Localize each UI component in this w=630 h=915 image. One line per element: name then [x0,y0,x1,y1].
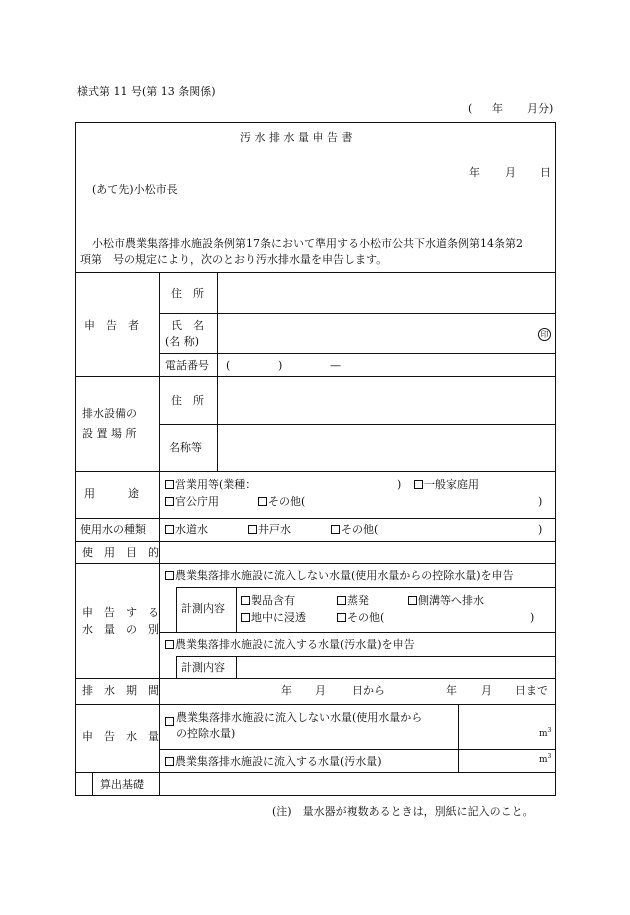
rule [159,313,556,314]
period-month: 月分) [527,102,554,115]
measure-label-b: 計測内容 [181,661,225,674]
period-month-from: 月 [315,684,326,697]
checkbox[interactable] [165,757,174,766]
rule [75,678,556,679]
usage-other: その他( [258,496,305,507]
water-type-tap: 水道水 [165,524,208,535]
checkbox[interactable] [337,613,346,622]
amount-option-a [165,716,175,727]
purpose-label: 使 用 目 的 [82,546,159,559]
period-to: 日まで [515,684,548,697]
checkbox[interactable] [165,571,174,580]
usage-household: 一般家庭用 [414,479,479,490]
amount-option-a-line-2: の控除水量) [176,727,236,740]
measure-evaporation: 蒸発 [337,595,369,606]
rule [75,471,556,472]
checkbox[interactable] [414,480,423,489]
declaration-line-2: 項第 号の規定により，次のとおり汚水排水量を申告します。 [80,253,388,266]
measure-ground: 地中に浸透 [241,612,306,623]
rule [176,587,177,632]
period-year-from: 年 [281,684,292,697]
facility-address-label: 住 所 [171,394,204,407]
usage-government: 官公庁用 [165,496,219,507]
rule [159,704,160,796]
rule [176,656,556,657]
checkbox[interactable] [337,596,346,605]
rule [236,587,237,632]
usage-commercial-close: ) [397,478,402,491]
rule [176,587,556,588]
rule [458,704,459,772]
period-year: 年 [492,102,503,115]
declaration-line-1: 小松市農業集落排水施設条例第17条において準用する小松市公共下水道条例第14条第2 [92,237,523,250]
form-number: 様式第 11 号(第 13 条関係) [77,85,216,98]
unit-a: $m^3$ [539,727,552,739]
phone-dash: — [330,359,341,372]
rule [75,772,556,773]
checkbox[interactable] [241,596,250,605]
measure-close: ) [530,611,535,624]
measure-gutter: 側溝等へ排水 [408,595,484,606]
rule [159,353,556,354]
usage-commercial: 営業用等(業種： [165,479,256,490]
checkbox[interactable] [165,480,174,489]
rule [159,424,556,425]
applicant-address-label: 住 所 [171,287,204,300]
usage-other-close: ) [538,495,543,508]
rule [159,749,556,750]
measure-other: その他( [337,612,384,623]
facility-name-label: 名称等 [169,441,202,454]
measure-label-a: 計測内容 [181,602,225,615]
checkbox[interactable] [165,640,174,649]
phone-close: ) [278,359,283,372]
period-from: 日から [352,684,385,697]
phone-open: ( [226,359,231,372]
declared-type-label-2: 水 量 の 別 [82,623,159,636]
checkbox[interactable] [258,497,267,506]
applicant-label: 申 告 者 [84,319,139,332]
water-type-well: 井戸水 [248,524,291,535]
period-year-to: 年 [446,684,457,697]
rule [75,563,556,564]
checkbox[interactable] [331,525,340,534]
unit-b: $m^3$ [539,753,552,765]
checkbox[interactable] [241,613,250,622]
amount-option-b: 農業集落排水施設に流入する水量(汚水量) [165,756,382,767]
applicant-name-label-2: (名 称) [165,335,200,348]
checkbox[interactable] [165,497,174,506]
declared-type-label-1: 申 告 す る [82,606,159,619]
rule [217,272,218,471]
declared-option-a: 農業集落排水施設に流入しない水量(使用水量からの控除水量)を申告 [165,570,514,581]
date-month: 月 [505,166,516,179]
checkbox[interactable] [165,717,174,726]
rule [75,541,556,542]
checkbox[interactable] [248,525,257,534]
footnote: (注) 量水器が複数あるときは，別紙に記入のこと。 [272,805,534,818]
period-month-to: 月 [481,684,492,697]
checkbox[interactable] [408,596,417,605]
period-label: 排 水 期 間 [82,684,159,697]
rule [159,272,160,706]
basis-label: 算出基礎 [100,778,144,791]
date-year: 年 [469,166,480,179]
applicant-name-label: 氏 名 [171,319,204,332]
addressee: (あて先)小松市長 [92,183,178,196]
rule [75,272,556,273]
form-title: 汚 水 排 水 量 申 告 書 [240,131,353,144]
rule [176,656,177,678]
phone-label: 電話番号 [165,359,209,372]
rule [75,376,556,377]
declared-option-b: 農業集落排水施設に流入する水量(汚水量)を申告 [165,639,415,650]
water-type-other: その他( [331,524,378,535]
date-day: 日 [540,166,551,179]
facility-label-1: 排水設備の [82,407,137,420]
rule [159,632,556,633]
declared-amount-label: 申 告 水 量 [82,730,159,743]
water-type-label: 使用水の種類 [80,523,146,536]
amount-option-a-line-1: 農業集落排水施設に流入しない水量(使用水量から [176,711,423,724]
measure-product: 製品含有 [241,595,295,606]
rule [92,772,93,796]
checkbox[interactable] [165,525,174,534]
period-open: ( [468,102,473,115]
seal-mark: 印 [538,328,551,341]
rule [75,518,556,519]
rule [236,656,237,678]
facility-label-2: 設 置 場 所 [82,427,137,440]
rule [75,704,556,705]
water-type-close: ) [538,523,543,536]
usage-label: 用 途 [84,487,139,500]
